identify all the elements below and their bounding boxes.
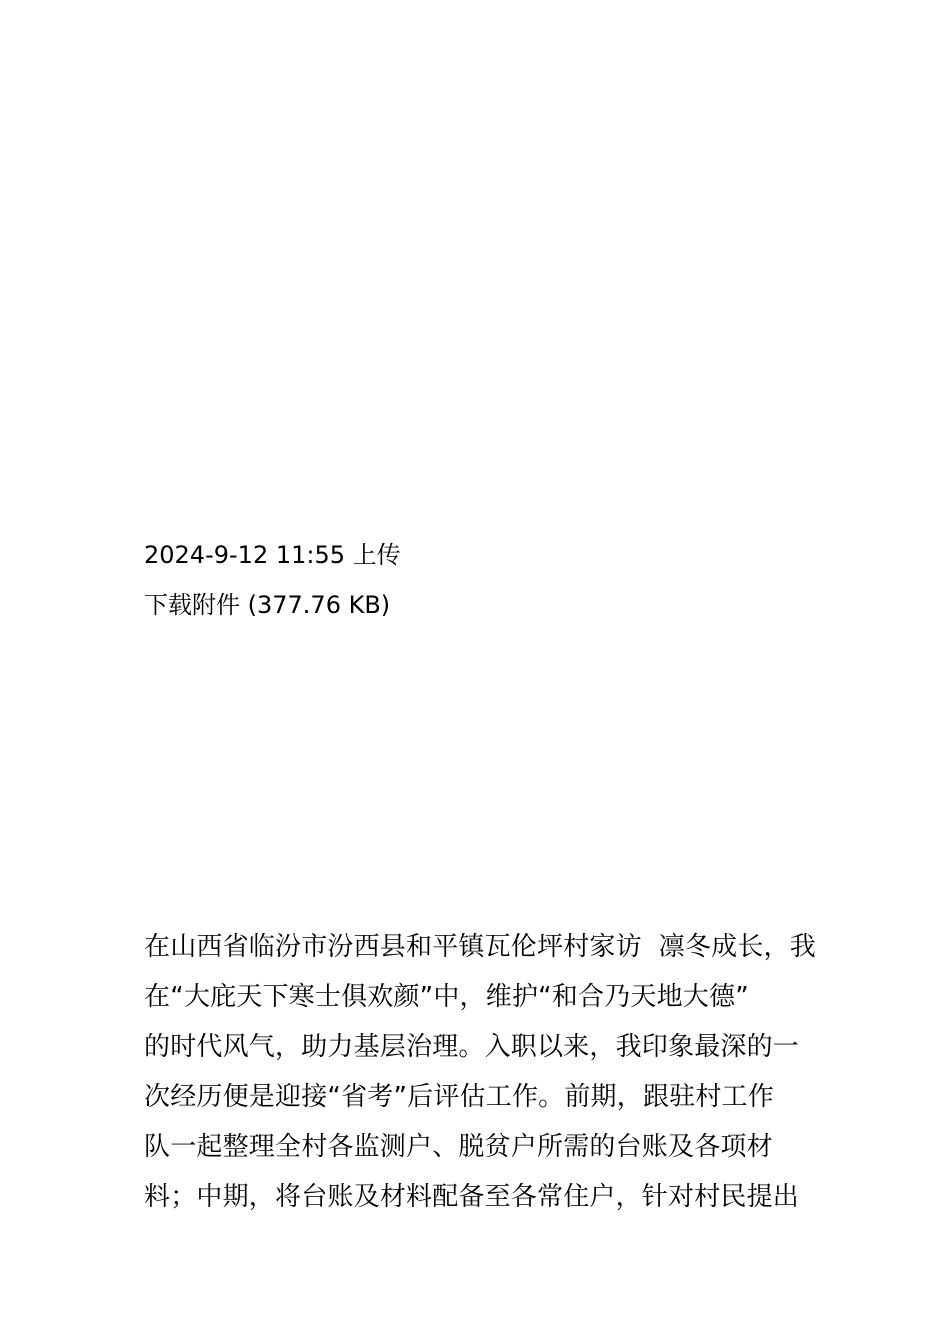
article-line: 料；中期，将台账及材料配备至各常住户，针对村民提出 — [144, 1182, 800, 1212]
article-line: 队一起整理全村各监测户、脱贫户所需的台账及各项材 — [144, 1132, 773, 1162]
article-body — [144, 922, 824, 1222]
attachment-info — [144, 530, 824, 630]
article-line: 次经历便是迎接“省考”后评估工作。前期，跟驻村工作 — [144, 1082, 774, 1112]
article-line: 的时代风气，助力基层治理。入职以来，我印象最深的一 — [144, 1032, 800, 1062]
upload-timestamp: 2024-9-12 11:55 上传 — [144, 541, 401, 569]
article-line: 在山西省临汾市汾西县和平镇瓦伦坪村家访 凛冬成长，我 — [144, 932, 816, 962]
download-attachment-link[interactable]: 下载附件 (377.76 KB) — [144, 591, 391, 619]
article-line: 在“大庇天下寒士俱欢颜”中，维护“和合乃天地大德” — [144, 982, 749, 1012]
